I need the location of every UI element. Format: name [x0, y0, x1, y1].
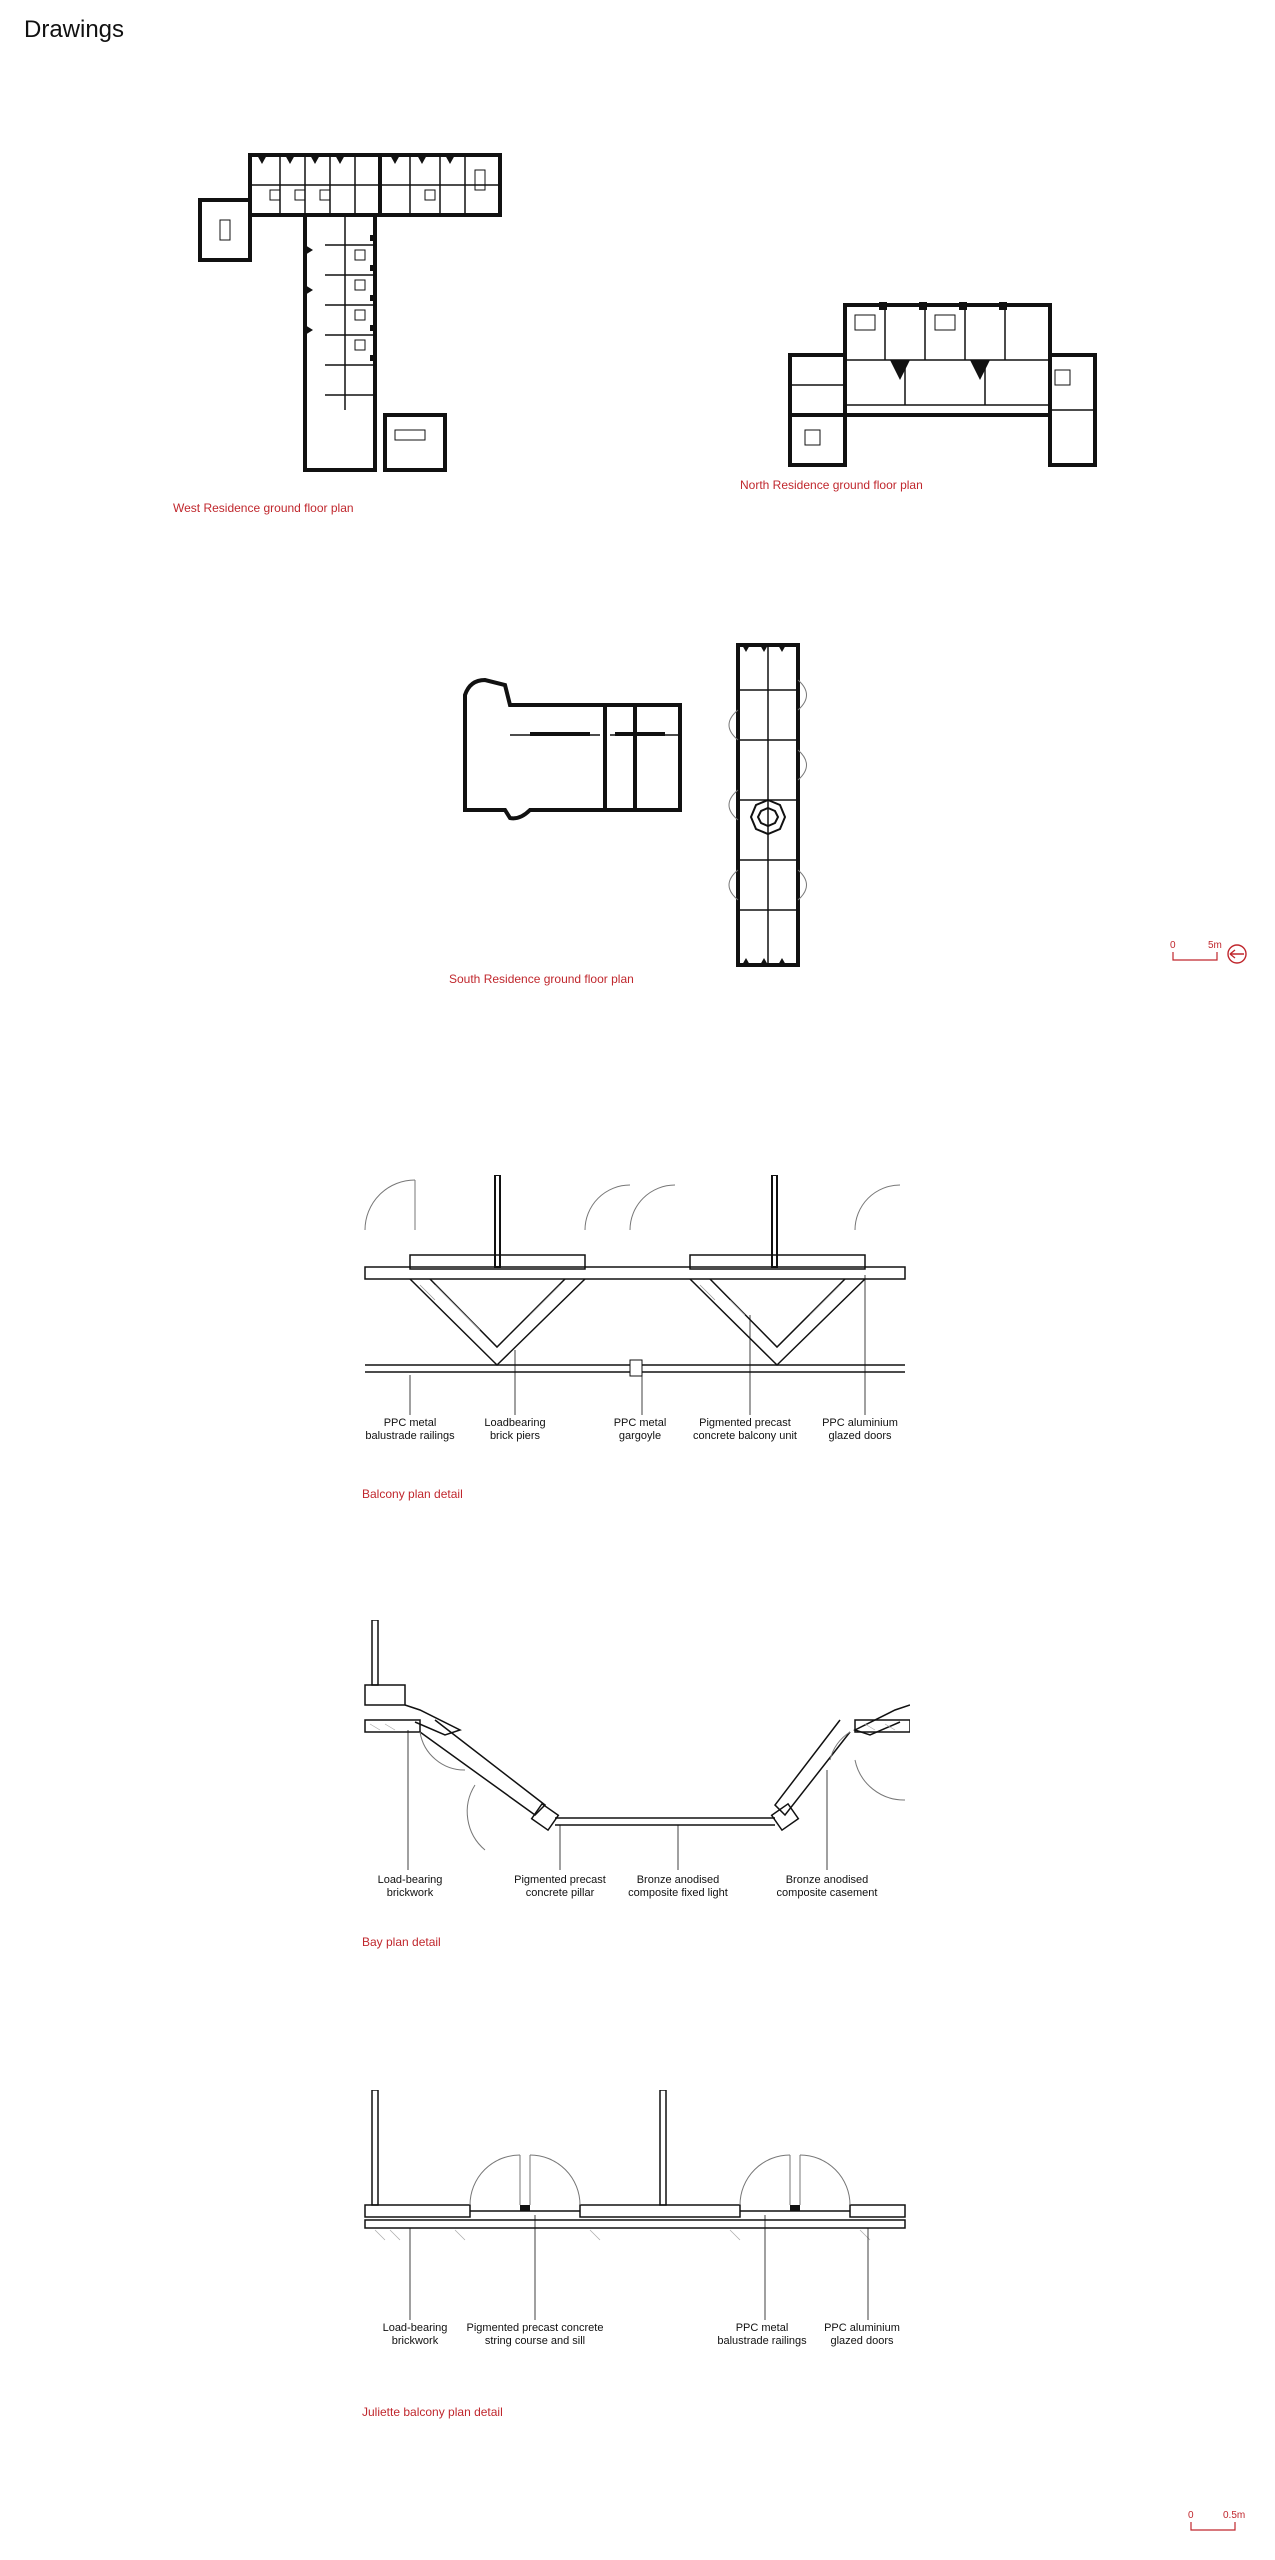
details-scale-bar — [1190, 2520, 1240, 2532]
bay-annotation-fixed-light: Bronze anodised composite fixed light — [628, 1874, 728, 1899]
caption-south-residence: South Residence ground floor plan — [449, 972, 634, 986]
juliette-annotation-railings: PPC metal balustrade railings — [717, 2322, 807, 2347]
caption-balcony-detail: Balcony plan detail — [362, 1487, 463, 1501]
caption-juliette-detail: Juliette balcony plan detail — [362, 2405, 503, 2419]
balcony-annotation-railings: PPC metal balustrade railings — [365, 1417, 455, 1442]
balcony-annotation-brick-piers: Loadbearing brick piers — [484, 1417, 546, 1442]
caption-west-residence: West Residence ground floor plan — [173, 501, 354, 515]
north-residence-plan — [785, 300, 1105, 475]
juliette-detail-drawing — [360, 2090, 910, 2320]
juliette-annotation-glazed-doors: PPC aluminium glazed doors — [824, 2322, 900, 2347]
plans-scale-bar-end: 5m — [1208, 940, 1222, 951]
balcony-annotation-gargoyle: PPC metal gargoyle — [613, 1417, 667, 1442]
balcony-annotation-balcony-unit: Pigmented precast concrete balcony unit — [693, 1417, 797, 1442]
page-title: Drawings — [24, 16, 125, 43]
details-scale-bar-zero: 0 — [1188, 2510, 1194, 2521]
juliette-annotation-brickwork: Load-bearing brickwork — [382, 2322, 448, 2347]
details-scale-bar-end: 0.5m — [1223, 2510, 1246, 2521]
bay-detail-drawing — [360, 1620, 910, 1870]
balcony-annotation-glazed-doors: PPC aluminium glazed doors — [822, 1417, 898, 1442]
plans-scale-bar-zero: 0 — [1170, 940, 1176, 951]
plans-scale-bar — [1172, 950, 1222, 962]
bay-annotation-casement: Bronze anodised composite casement — [776, 1874, 878, 1899]
bay-annotation-concrete-pillar: Pigmented precast concrete pillar — [514, 1874, 606, 1899]
bay-annotation-brickwork: Load-bearing brickwork — [377, 1874, 443, 1899]
north-arrow-icon — [1225, 942, 1249, 966]
balcony-detail-drawing — [360, 1175, 910, 1415]
juliette-annotation-string-course: Pigmented precast concrete string course and sill — [466, 2322, 604, 2347]
caption-north-residence: North Residence ground floor plan — [740, 478, 923, 492]
south-residence-plan — [450, 640, 860, 970]
west-residence-plan — [195, 150, 565, 480]
caption-bay-detail: Bay plan detail — [362, 1935, 441, 1949]
